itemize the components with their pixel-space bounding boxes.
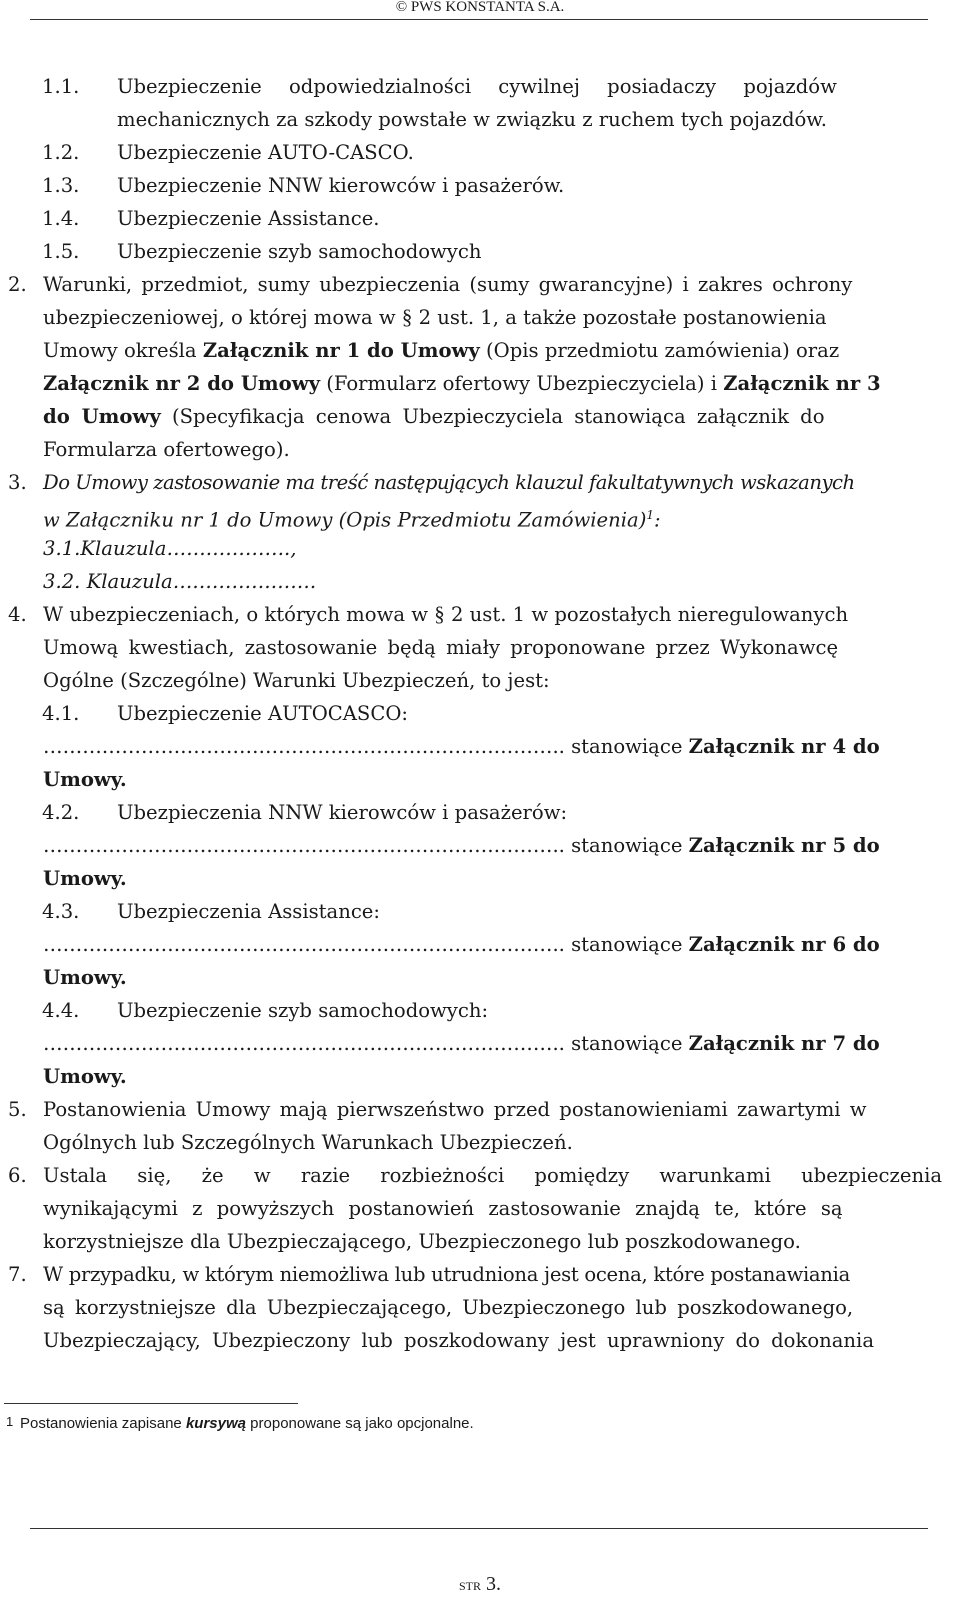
list-item: 4.2. Ubezpieczenia NNW kierowców i pasażerów:	[42, 801, 568, 824]
list-item: 1.2. Ubezpieczenie AUTO-CASCO.	[42, 141, 414, 164]
list-item: …………………………………………………………………….. stanowiące Załącznik nr 6 do	[43, 933, 880, 956]
list-item: Załącznik nr 2 do Umowy (Formularz ofertowy Ubezpieczyciela) i Załącznik nr 3	[43, 372, 881, 395]
list-item: są korzystniejsze dla Ubezpieczającego, Ubezpieczonego lub poszkodowanego,	[43, 1296, 854, 1319]
list-item: 4.4. Ubezpieczenie szyb samochodowych:	[42, 999, 489, 1022]
line-text: Ubezpieczenie odpowiedzialności cywilnej posiadaczy pojazdów	[117, 75, 837, 98]
list-item: 5. Postanowienia Umowy mają pierwszeństwo przed postanowieniami zawartymi w	[8, 1098, 867, 1121]
list-item: ubezpieczeniowej, o której mowa w § 2 ust. 1, a także pozostałe postanowienia	[43, 305, 827, 329]
list-item: 2. Warunki, przedmiot, sumy ubezpieczenia (sumy gwarancyjne) i zakres ochrony	[8, 273, 853, 296]
list-item: 1.4. Ubezpieczenie Assistance.	[42, 207, 380, 230]
list-item: 1.5. Ubezpieczenie szyb samochodowych	[42, 240, 482, 263]
list-item: Ogólnych lub Szczególnych Warunkach Ubezpieczeń.	[43, 1131, 573, 1154]
list-item: 3.1.Klauzula……………….,	[43, 537, 297, 560]
list-item: do Umowy (Specyfikacja cenowa Ubezpieczyciela stanowiąca załącznik do	[43, 405, 825, 428]
list-item: korzystniejsze dla Ubezpieczającego, Ubezpieczonego lub poszkodowanego.	[43, 1230, 801, 1253]
footer-divider	[30, 1528, 928, 1529]
list-item: 6. Ustala się, że w razie rozbieżności pomiędzy warunkami ubezpieczenia	[8, 1164, 943, 1187]
list-item: Ubezpieczający, Ubezpieczony lub poszkodowany jest uprawniony do dokonania	[43, 1329, 875, 1352]
list-item: 1.1. Ubezpieczenie odpowiedzialności cywilnej posiadaczy pojazdów	[0, 70, 960, 103]
footnote: 1 Postanowienia zapisane kursywą proponowane są jako opcjonalne.	[6, 1414, 474, 1432]
footnote-divider	[4, 1403, 298, 1404]
document-body	[0, 70, 960, 1357]
header-divider	[30, 19, 928, 20]
list-item: Formularza ofertowego).	[43, 438, 290, 461]
list-item: wynikającymi z powyższych postanowień zastosowanie znajdą te, które są	[43, 1197, 843, 1220]
list-item: 1.3. Ubezpieczenie NNW kierowców i pasażerów.	[42, 174, 565, 197]
list-item: 3.2. Klauzula………………….	[43, 570, 317, 593]
list-item: Umowy.	[43, 768, 127, 791]
list-item: Umowy.	[43, 966, 127, 989]
list-item: …………………………………………………………………….. stanowiące Załącznik nr 5 do	[43, 834, 880, 857]
list-item: Umowy.	[43, 1065, 127, 1088]
list-item: 3. Do Umowy zastosowanie ma treść następujących klauzul fakultatywnych wskazanych	[8, 471, 855, 494]
list-item: mechanicznych za szkody powstałe w związku z ruchem tych pojazdów.	[117, 108, 827, 131]
list-item: …………………………………………………………………….. stanowiące Załącznik nr 4 do	[43, 735, 880, 758]
page-number: STR 3.	[458, 1573, 501, 1595]
footnote-mark: 1	[6, 1414, 14, 1429]
list-item: 4.1. Ubezpieczenie AUTOCASCO:	[42, 702, 408, 725]
list-item: 7. W przypadku, w którym niemożliwa lub utrudniona jest ocena, które postanawiania	[8, 1263, 850, 1286]
list-item: Umowy.	[43, 867, 127, 890]
list-item: 4. W ubezpieczeniach, o których mowa w § 2 ust. 1 w pozostałych nieregulowanych	[8, 602, 849, 626]
list-item: 4.3. Ubezpieczenia Assistance:	[42, 900, 380, 923]
page-header: © PWS KONSTANTA S.A.	[395, 0, 565, 15]
list-item: Umową kwestiach, zastosowanie będą miały proponowane przez Wykonawcę	[43, 636, 839, 659]
list-item: …………………………………………………………………….. stanowiące Załącznik nr 7 do	[43, 1032, 880, 1055]
list-item: Ogólne (Szczególne) Warunki Ubezpieczeń, to jest:	[43, 669, 550, 692]
list-item: w Załączniku nr 1 do Umowy (Opis Przedmiotu Zamówienia)$^1$:	[43, 508, 661, 532]
footnote-ref: 1	[646, 508, 654, 522]
list-item: Umowy określa Załącznik nr 1 do Umowy (Opis przedmiotu zamówienia) oraz	[43, 339, 840, 362]
